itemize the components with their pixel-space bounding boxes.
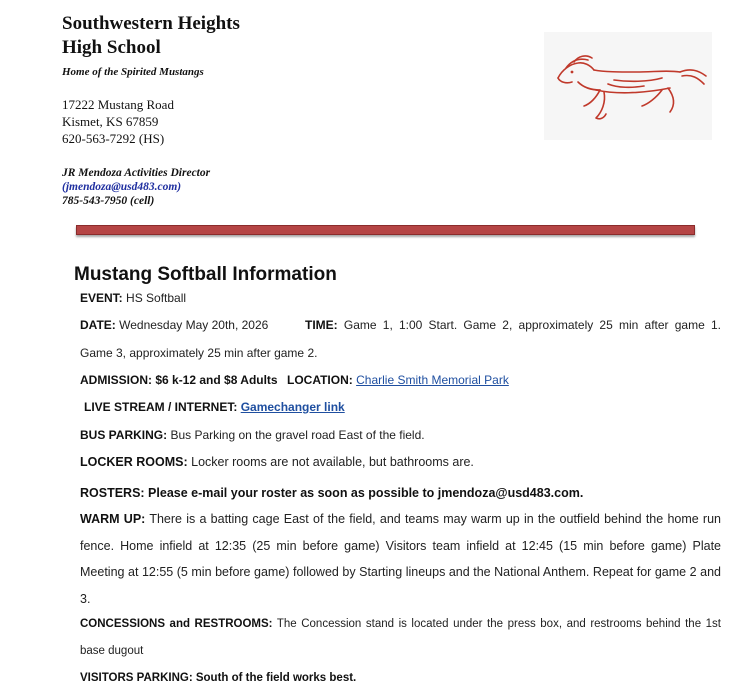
warmup-label: WARM UP: [80,512,146,526]
date-line [80,318,268,332]
locker-rooms-line [80,455,474,469]
event-label: EVENT: [80,291,123,305]
concessions-label: CONCESSIONS and RESTROOMS: [80,618,273,630]
school-tagline: Home of the Spirited Mustangs [62,66,204,78]
livestream-line [84,400,345,414]
rosters-text: ROSTERS: Please e-mail your roster as soon as possible to jmendoza@usd483.com. [80,486,584,500]
school-name-line1: Southwestern Heights [62,13,240,34]
school-address [62,96,174,147]
time-continued: Game 3, approximately 25 min after game 2. [80,346,318,360]
livestream-label: LIVE STREAM / INTERNET: [84,400,238,414]
locker-rooms-value: Locker rooms are not available, but bathrooms are. [187,455,474,469]
address-street: 17222 Mustang Road [62,97,174,112]
gamechanger-link[interactable]: Gamechanger link [240,400,345,414]
visitors-parking-text: VISITORS PARKING: South of the field works best. [80,672,357,684]
locker-rooms-label: LOCKER ROOMS: [80,455,188,469]
director-cell: 785-543-7950 (cell) [62,195,155,207]
event-line [80,291,186,305]
director-contact [62,166,210,208]
bus-parking-label: BUS PARKING: [80,428,168,442]
address-city: Kismet, KS 67859 [62,114,159,129]
bus-parking-value: Bus Parking on the gravel road East of the field. [167,428,425,442]
admission-line [80,373,278,387]
visitors-parking-line [80,672,356,684]
concessions-value: The Concession stand is located under the press box, and restrooms behind the 1st base dugout [80,618,721,657]
school-name [62,12,240,60]
time-line [305,318,721,332]
director-email[interactable]: (jmendoza@usd483.com) [62,181,182,193]
bus-parking-line [80,428,425,442]
location-label: LOCATION: [287,373,353,387]
location-line [287,373,509,387]
rosters-line [80,486,583,500]
header-divider [76,225,695,235]
director-name: JR Mendoza Activities Director [62,167,211,179]
time-value: Game 1, 1:00 Start. Game 2, approximately 25 min after game 1. [337,318,721,332]
admission-text: ADMISSION: $6 k-12 and $8 Adults [80,373,278,387]
location-link[interactable]: Charlie Smith Memorial Park [356,373,509,387]
mustang-logo-icon [544,32,712,140]
school-phone: 620-563-7292 (HS) [62,131,165,146]
time-label: TIME: [305,318,338,332]
warmup-paragraph [80,506,721,612]
warmup-value: There is a batting cage East of the field, and teams may warm up in the outfield behind the home run fence. Home infield at 12:35 (25 min before game) Visitors team infield at 12:45 (15 min before game) Plate Meeting at 12:55 (5 min before game) followed by Starting lineups and the National Anthem. Repeat for game 2 and 3. [80,512,722,606]
school-name-line2: High School [62,37,161,58]
date-label: DATE: [80,318,116,332]
concessions-paragraph [80,611,721,665]
info-title: Mustang Softball Information [74,264,337,285]
date-value: Wednesday May 20th, 2026 [115,318,269,332]
event-value: HS Softball [122,291,187,305]
